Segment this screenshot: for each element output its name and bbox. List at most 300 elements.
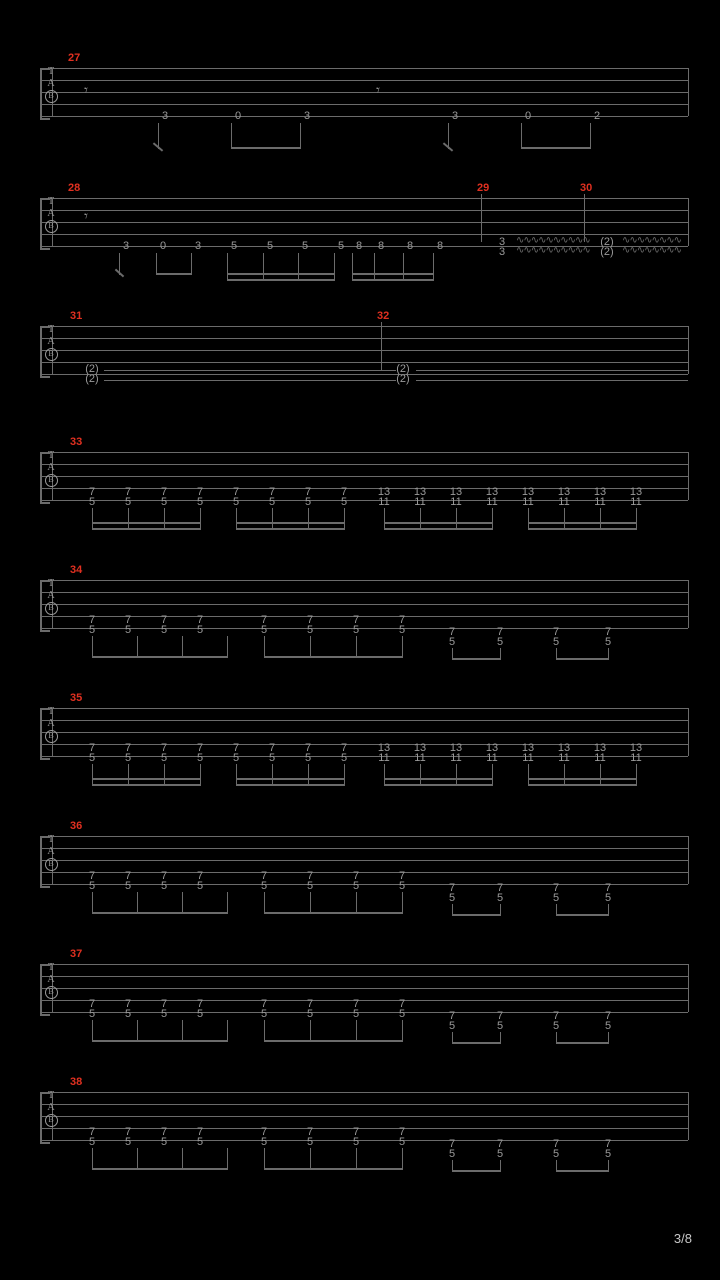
note-beam [264,912,403,914]
note-beam [156,273,192,275]
note-stem [402,892,403,914]
note-stem [231,123,232,149]
tab-note: 5 [268,496,276,508]
tab-note: 11 [630,752,642,764]
tab-clef: T A B [44,962,58,999]
tab-note: 0 [159,240,167,252]
note-beam [92,784,201,786]
slide-wave: ∿∿∿∿∿∿∿∿∿∿ [516,246,590,256]
tab-note: 7 [196,486,204,498]
note-stem [600,508,601,530]
note-beam [528,522,637,524]
barline-end [688,198,689,246]
note-stem [236,764,237,786]
note-stem [308,508,309,530]
note-beam [92,1040,228,1042]
note-stem [182,636,183,658]
tab-note: 7 [88,614,96,626]
tab-staff [40,580,688,628]
tab-note: 5 [340,752,348,764]
note-stem [272,764,273,786]
tab-note: 7 [398,998,406,1010]
tab-note: 5 [604,1148,612,1160]
tab-note: 5 [196,624,204,636]
tab-note: 5 [496,1148,504,1160]
tab-note: 7 [232,742,240,754]
tab-note: 7 [398,614,406,626]
tab-note: 7 [260,614,268,626]
tab-note: 7 [398,1126,406,1138]
note-stem [420,764,421,786]
note-stem [227,892,228,914]
note-stem [191,253,192,275]
tab-note: 5 [352,1008,360,1020]
tab-note: 5 [337,240,345,252]
measure-number: 34 [70,564,83,576]
tab-note: 5 [306,1008,314,1020]
tab-note: 3 [194,240,202,252]
tab-note: 5 [496,892,504,904]
note-stem [492,764,493,786]
tab-note: 7 [88,486,96,498]
note-beam [236,522,345,524]
tab-note: 7 [306,998,314,1010]
note-stem [356,636,357,658]
note-stem [137,1020,138,1042]
tab-clef: T A B [44,196,58,233]
note-stem [402,636,403,658]
note-stem [182,892,183,914]
barline-end [688,964,689,1012]
tab-note: 5 [398,880,406,892]
note-beam [92,528,201,530]
tab-note: 5 [196,880,204,892]
tab-note: 3 [498,246,506,258]
tab-note: 5 [160,1136,168,1148]
tab-note: 5 [604,892,612,904]
tab-note: 7 [260,998,268,1010]
tab-note: 7 [260,1126,268,1138]
note-stem [564,764,565,786]
note-stem [521,123,522,149]
tab-clef: T A B [44,450,58,487]
note-stem [356,892,357,914]
tab-note: 5 [448,892,456,904]
note-stem [344,508,345,530]
tab-staff [40,326,688,374]
tab-note: 5 [196,496,204,508]
rest-symbol: 𝄾 [84,209,88,225]
barline-end [688,836,689,884]
note-beam [384,528,493,530]
tab-note: 13 [557,742,571,754]
tab-note: 5 [448,636,456,648]
tab-note: 5 [268,752,276,764]
tab-note: 5 [160,880,168,892]
tab-staff [40,708,688,756]
barline-end [688,68,689,116]
note-stem [227,253,228,281]
tab-note: 7 [268,486,276,498]
measure-tick [584,194,585,242]
note-stem [528,508,529,530]
tab-note: 7 [160,614,168,626]
tab-note: 13 [377,486,391,498]
tab-note: 5 [232,496,240,508]
note-stem [456,764,457,786]
tab-note: 3 [161,110,169,122]
tab-note: 5 [448,1020,456,1032]
note-stem [528,764,529,786]
note-stem [300,123,301,149]
tie-line [104,380,396,381]
tab-note: 5 [552,636,560,648]
measure-number: 37 [70,948,83,960]
tab-note: 7 [604,1138,612,1150]
tab-note: 5 [124,1136,132,1148]
note-stem [156,253,157,275]
note-stem [356,1148,357,1170]
tab-clef: T A B [44,1090,58,1127]
tab-note: 11 [630,496,642,508]
note-beam [92,912,228,914]
tab-note: 11 [414,752,426,764]
tab-note: 7 [352,870,360,882]
tab-note: 7 [340,486,348,498]
tie-line [416,380,688,381]
tab-note: (2) [600,236,614,248]
note-stem [374,253,375,281]
tab-note: 3 [498,236,506,248]
note-beam [528,784,637,786]
tab-note: 7 [196,614,204,626]
note-beam [528,778,637,780]
tab-note: 11 [522,496,534,508]
note-stem [384,508,385,530]
note-beam [556,658,609,660]
note-stem [492,508,493,530]
tab-note: 5 [230,240,238,252]
note-stem [137,1148,138,1170]
tab-staff [40,68,688,116]
note-beam [528,528,637,530]
tab-note: 11 [486,496,498,508]
note-beam [236,778,345,780]
measure-number: 35 [70,692,83,704]
slide-wave: ∿∿∿∿∿∿∿∿ [622,246,682,256]
measure-number: 33 [70,436,83,448]
note-beam [236,528,345,530]
tab-note: 11 [558,752,570,764]
tab-note: 7 [160,742,168,754]
tab-note: 7 [448,882,456,894]
note-stem [263,253,264,281]
note-stem [227,1148,228,1170]
tab-note: 5 [352,1136,360,1148]
tab-note: 5 [88,496,96,508]
note-stem [310,1148,311,1170]
note-stem [227,1020,228,1042]
tab-note: 7 [88,1126,96,1138]
tie-line [416,370,688,371]
tab-clef: T A B [44,66,58,103]
tab-staff [40,964,688,1012]
note-stem [433,253,434,281]
tab-note: 7 [496,626,504,638]
tab-note: 3 [451,110,459,122]
tab-note: 5 [88,752,96,764]
note-stem [128,764,129,786]
tab-note: 5 [88,1008,96,1020]
note-beam [521,147,591,149]
tab-note: 5 [124,496,132,508]
note-stem [590,123,591,149]
tab-note: 7 [306,870,314,882]
tab-note: 5 [160,752,168,764]
note-beam [92,522,201,524]
tab-clef: T A B [44,834,58,871]
tab-note: 8 [406,240,414,252]
tab-note: 5 [398,624,406,636]
tab-note: 7 [448,1010,456,1022]
note-stem [402,1020,403,1042]
tab-note: 5 [88,880,96,892]
note-beam [452,1042,501,1044]
note-stem [92,1020,93,1042]
tab-note: 5 [304,752,312,764]
tab-note: 11 [522,752,534,764]
tab-note: 5 [604,1020,612,1032]
tab-note: 7 [124,870,132,882]
tab-note: 7 [398,870,406,882]
tab-note: 13 [449,742,463,754]
tab-note: 7 [160,870,168,882]
note-beam [227,273,335,275]
note-stem [636,764,637,786]
note-beam [92,778,201,780]
note-stem [236,508,237,530]
tab-note: 7 [124,742,132,754]
tab-note: 5 [552,1148,560,1160]
tab-note: 7 [304,742,312,754]
tab-note: 0 [234,110,242,122]
tab-note: 7 [448,1138,456,1150]
tab-note: 7 [496,882,504,894]
tab-note: 13 [449,486,463,498]
note-beam [452,1170,501,1172]
tab-note: 3 [303,110,311,122]
note-stem [352,253,353,281]
tab-note: 7 [448,626,456,638]
tab-note: (2) [396,373,410,385]
measure-number: 28 [68,182,81,194]
measure-number: 36 [70,820,83,832]
note-stem [200,764,201,786]
tab-clef: T A B [44,706,58,743]
tab-note: 5 [398,1136,406,1148]
note-stem [92,508,93,530]
tab-note: 0 [524,110,532,122]
tab-note: 7 [604,1010,612,1022]
measure-number: 38 [70,1076,83,1088]
tab-note: 13 [413,742,427,754]
tab-clef: T A B [44,324,58,361]
tab-note: 5 [88,624,96,636]
tab-note: 5 [260,1136,268,1148]
note-stem [92,636,93,658]
tab-note: 7 [604,882,612,894]
barline-end [688,452,689,500]
note-stem [600,764,601,786]
note-stem [272,508,273,530]
barline-end [688,580,689,628]
tab-note: 7 [352,998,360,1010]
note-stem [310,636,311,658]
tab-note: 7 [352,1126,360,1138]
tab-note: 11 [594,752,606,764]
tab-note: (2) [85,363,99,375]
note-beam [556,1170,609,1172]
measure-tick [481,194,482,242]
tab-note: 7 [124,614,132,626]
tab-note: 13 [485,742,499,754]
note-beam [452,658,501,660]
page-number: 3/8 [673,1231,692,1246]
tab-note: 11 [450,496,462,508]
note-beam [92,1168,228,1170]
tab-note: 5 [160,624,168,636]
tab-note: 7 [306,614,314,626]
tab-note: 7 [232,486,240,498]
tab-note: 11 [558,496,570,508]
note-stem [344,764,345,786]
tab-note: 7 [88,742,96,754]
note-stem [310,892,311,914]
rest-symbol: 𝄾 [376,83,380,99]
note-stem [384,764,385,786]
rest-symbol: 𝄾 [84,83,88,99]
tab-note: 7 [196,998,204,1010]
tab-note: 7 [306,1126,314,1138]
tab-note: 7 [260,870,268,882]
tab-note: 13 [629,486,643,498]
note-stem [164,508,165,530]
tab-note: 5 [88,1136,96,1148]
tab-note: 5 [304,496,312,508]
tab-note: 13 [521,742,535,754]
tab-staff [40,836,688,884]
tab-note: 5 [552,1020,560,1032]
tab-note: 5 [160,496,168,508]
note-stem [137,892,138,914]
tab-note: 5 [496,1020,504,1032]
tab-note: 7 [604,626,612,638]
tab-note: 7 [160,1126,168,1138]
tab-note: 7 [552,1010,560,1022]
tab-note: 8 [436,240,444,252]
tab-note: 5 [124,624,132,636]
tab-note: 5 [124,1008,132,1020]
tab-note: 8 [355,240,363,252]
tab-note: 5 [260,880,268,892]
note-beam [264,1168,403,1170]
barline-end [688,708,689,756]
tab-note: 13 [593,486,607,498]
measure-number: 31 [70,310,83,322]
tab-note: 13 [629,742,643,754]
tab-note: 13 [521,486,535,498]
note-beam [231,147,301,149]
note-stem [334,253,335,281]
tab-note: 7 [352,614,360,626]
tab-note: 5 [306,1136,314,1148]
note-beam [92,656,228,658]
tab-note: 5 [352,624,360,636]
tab-note: 7 [496,1138,504,1150]
tab-note: 7 [124,486,132,498]
note-stem [92,764,93,786]
tab-note: 13 [377,742,391,754]
note-beam [352,273,434,275]
note-stem [264,892,265,914]
slide-wave: ∿∿∿∿∿∿∿∿∿∿ [516,236,590,246]
tab-note: 5 [496,636,504,648]
tie-line [104,370,396,371]
tab-note: 7 [160,998,168,1010]
tab-note: 5 [306,624,314,636]
note-beam [452,914,501,916]
tab-note: 11 [450,752,462,764]
tab-note: 13 [593,742,607,754]
measure-number: 32 [377,310,390,322]
note-stem [264,1148,265,1170]
tab-note: 5 [124,752,132,764]
tab-staff [40,1092,688,1140]
tab-note: 2 [593,110,601,122]
barline-end [688,1092,689,1140]
note-stem [92,1148,93,1170]
tab-note: 7 [88,870,96,882]
tab-note: 11 [378,496,390,508]
tab-note: 7 [552,1138,560,1150]
slide-wave: ∿∿∿∿∿∿∿∿ [622,236,682,246]
tab-staff [40,452,688,500]
note-beam [556,1042,609,1044]
tab-note: 11 [486,752,498,764]
measure-tick [381,322,382,370]
tab-note: 5 [196,1008,204,1020]
note-beam [264,1040,403,1042]
note-beam [556,914,609,916]
tab-note: (2) [600,246,614,258]
note-beam [384,778,493,780]
tab-note: 5 [196,1136,204,1148]
tab-note: 7 [340,742,348,754]
note-stem [264,636,265,658]
note-stem [200,508,201,530]
tab-note: 13 [413,486,427,498]
note-beam [264,656,403,658]
tab-note: (2) [396,363,410,375]
tab-note: 7 [496,1010,504,1022]
tab-note: 5 [301,240,309,252]
tab-note: 7 [304,486,312,498]
tab-note: 11 [414,496,426,508]
tab-note: 5 [352,880,360,892]
tab-note: 7 [552,626,560,638]
note-stem [456,508,457,530]
tab-note: 5 [232,752,240,764]
